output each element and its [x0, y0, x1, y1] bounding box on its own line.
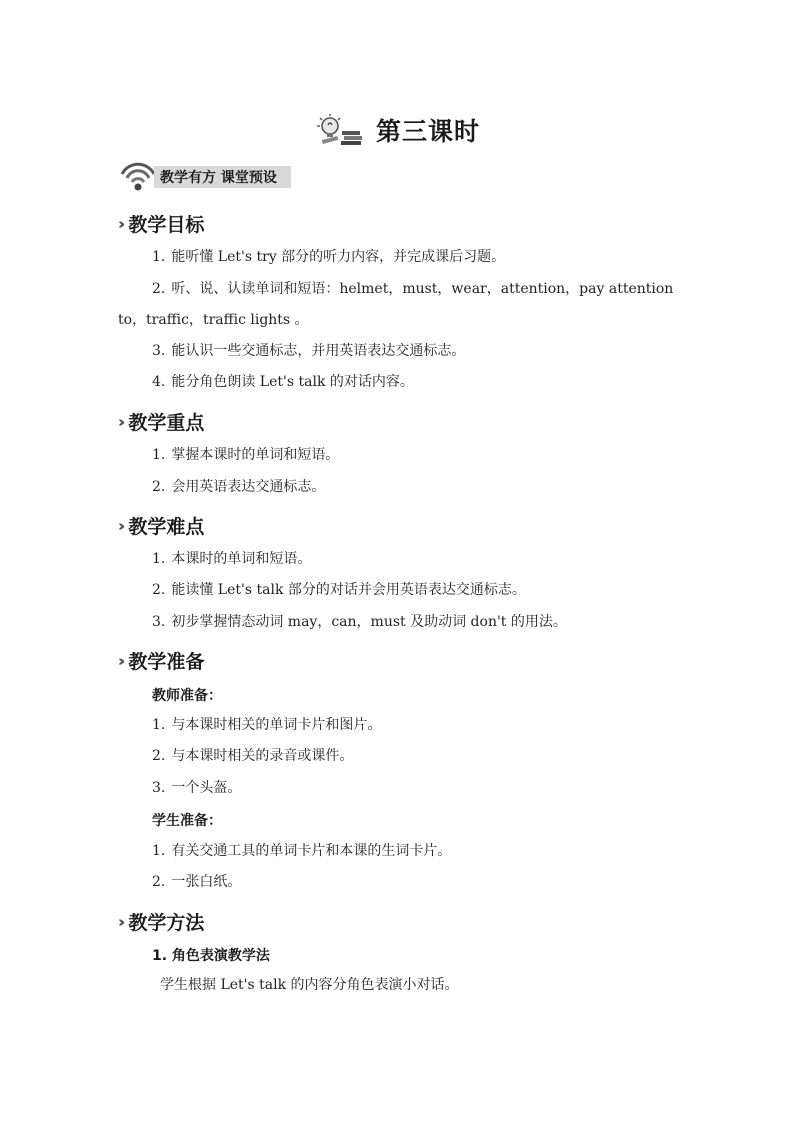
chevron-icon: ›› — [118, 651, 121, 670]
method-description: 学生根据 Let's talk 的内容分角色表演小对话。 — [160, 977, 459, 993]
section-title: 教学准备 — [128, 651, 205, 673]
list-item: 2. 听、说、认读单词和短语：helmet，must，wear，attention，pay attention — [152, 281, 674, 297]
list-item: 2. 一张白纸。 — [152, 874, 242, 890]
list-item: 1. 有关交通工具的单词卡片和本课的生词卡片。 — [152, 843, 452, 859]
banner-box — [154, 166, 291, 188]
list-item: 2. 与本课时相关的录音或课件。 — [152, 748, 354, 764]
chevron-icon: ›› — [118, 912, 121, 931]
section-heading-key-points — [118, 408, 204, 435]
wifi-signal-icon — [118, 160, 158, 194]
student-prep-label: 学生准备： — [152, 813, 222, 829]
method-title: 1. 角色表演教学法 — [152, 948, 270, 964]
page-title: 第三课时 — [375, 117, 480, 146]
teacher-prep-label: 教师准备： — [152, 688, 222, 704]
chevron-icon: ›› — [118, 214, 121, 233]
section-title: 教学方法 — [128, 912, 205, 934]
list-item: 3. 一个头盔。 — [152, 780, 242, 796]
section-heading-preparation — [118, 647, 204, 674]
list-item: 1. 掌握本课时的单词和短语。 — [152, 447, 340, 463]
list-item: 1. 与本课时相关的单词卡片和图片。 — [152, 717, 382, 733]
list-item: 3. 初步掌握情态动词 may，can，must 及助动词 don't 的用法。 — [152, 614, 567, 630]
banner-text: 教学有方 课堂预设 — [160, 170, 277, 186]
section-title: 教学重点 — [128, 412, 205, 434]
lightbulb-books-icon — [314, 113, 364, 147]
chevron-icon: ›› — [118, 516, 121, 535]
title-row — [0, 112, 794, 151]
section-heading-methods — [118, 908, 204, 935]
list-item: 2. 能读懂 Let's talk 部分的对话并会用英语表达交通标志。 — [152, 582, 526, 598]
section-banner — [118, 160, 291, 194]
list-item: 2. 会用英语表达交通标志。 — [152, 479, 326, 495]
section-title: 教学目标 — [128, 214, 205, 236]
section-heading-objectives — [118, 210, 204, 237]
list-item-continuation: to，traffic，traffic lights 。 — [118, 312, 309, 328]
section-heading-difficulties — [118, 512, 204, 539]
list-item: 1. 能听懂 Let's try 部分的听力内容，并完成课后习题。 — [152, 249, 506, 265]
chevron-icon: ›› — [118, 412, 121, 431]
list-item: 1. 本课时的单词和短语。 — [152, 551, 312, 567]
list-item: 3. 能认识一些交通标志，并用英语表达交通标志。 — [152, 343, 466, 359]
section-title: 教学难点 — [128, 516, 205, 538]
list-item: 4. 能分角色朗读 Let's talk 的对话内容。 — [152, 374, 414, 390]
